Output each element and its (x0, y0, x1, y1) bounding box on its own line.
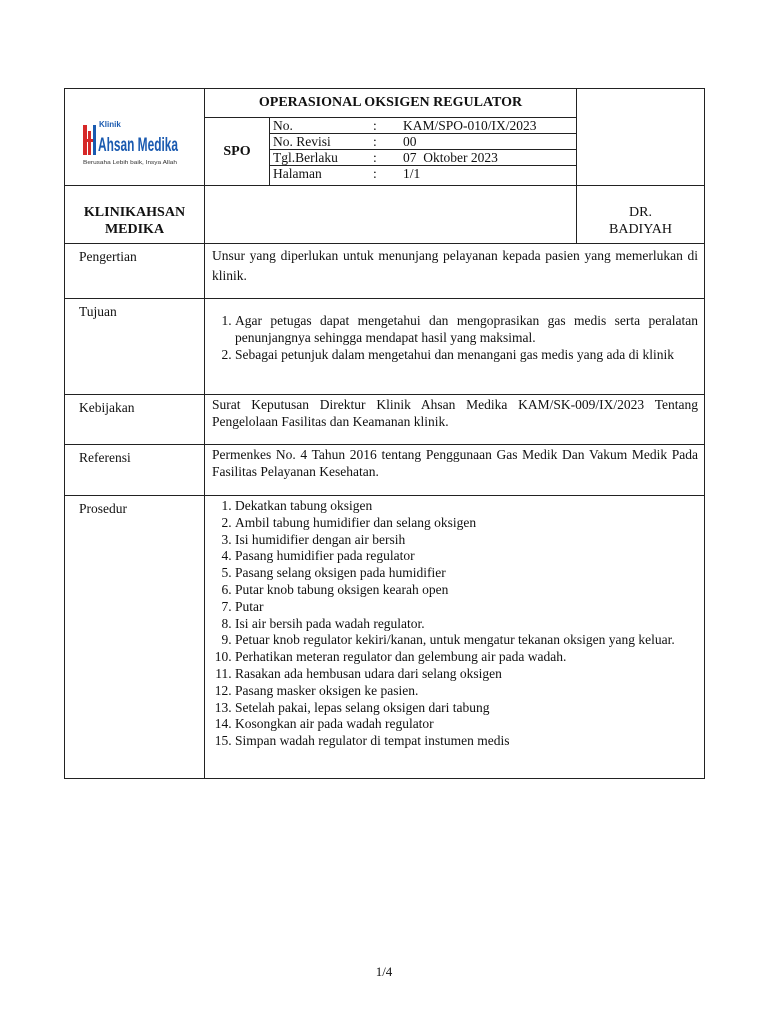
org-name (65, 186, 205, 244)
logo-small-text: Klinik (99, 120, 121, 129)
section-content-tujuan (205, 299, 705, 395)
section-label-pengertian: Pengertian (65, 244, 205, 299)
prosedur-list (212, 498, 698, 750)
list-item: 14. Kosongkan air pada wadah regulator (235, 716, 698, 733)
header-blank-cell (577, 89, 705, 186)
list-item: 2. Sebagai petunjuk dalam mengetahui dan menangani gas medis yang ada di klinik (235, 347, 698, 364)
list-item: 2. Ambil tabung humidifier dan selang oksigen (235, 515, 698, 532)
meta-sep: : (370, 118, 400, 134)
meta-table (270, 118, 576, 181)
list-item: 3. Isi humidifier dengan air bersih (235, 532, 698, 549)
meta-sep: : (370, 150, 400, 166)
list-item: 1. Dekatkan tabung oksigen (235, 498, 698, 515)
meta-value: KAM/SPO-010/IX/2023 (400, 118, 576, 134)
list-item: 8. Isi air bersih pada wadah regulator. (235, 616, 698, 633)
list-item: 12. Pasang masker oksigen ke pasien. (235, 683, 698, 700)
signer-name (577, 186, 705, 244)
meta-value: 00 (400, 134, 576, 150)
spo-table (64, 88, 705, 779)
list-item: 11. Rasakan ada hembusan udara dari selang oksigen (235, 666, 698, 683)
meta-label: No. Revisi (270, 134, 370, 150)
logo-tagline: Berusaha Lebih baik, Insya Allah (83, 160, 178, 166)
meta-sep: : (370, 166, 400, 182)
meta-row (270, 150, 576, 166)
meta-row (270, 118, 576, 134)
section-content-prosedur (205, 496, 705, 779)
list-item: 10. Perhatikan meteran regulator dan gelembung air pada wadah. (235, 649, 698, 666)
clinic-logo (81, 111, 181, 171)
section-label-tujuan: Tujuan (65, 299, 205, 395)
meta-row (270, 134, 576, 150)
signer-line2: BADIYAH (609, 222, 672, 237)
meta-row (270, 166, 576, 182)
meta-value: 07 Oktober 2023 (400, 150, 576, 166)
section-content-kebijakan: Surat Keputusan Direktur Klinik Ahsan Medika KAM/SK-009/IX/2023 Tentang Pengelolaan Fasilitas dan Keamanan klinik. (205, 395, 705, 445)
list-item: 15. Simpan wadah regulator di tempat instumen medis (235, 733, 698, 750)
list-item: 6. Putar knob tabung oksigen kearah open (235, 582, 698, 599)
document-title: OPERASIONAL OKSIGEN REGULATOR (205, 89, 577, 118)
list-item: 4. Pasang humidifier pada regulator (235, 548, 698, 565)
meta-cell (270, 118, 577, 186)
org-name-line1: KLINIKAHSAN (83, 205, 186, 220)
meta-label: Halaman (270, 166, 370, 182)
signer-line1: DR. (629, 205, 652, 220)
spo-label: SPO (205, 118, 270, 186)
meta-label: No. (270, 118, 370, 134)
section-label-kebijakan: Kebijakan (65, 395, 205, 445)
section-label-referensi: Referensi (65, 445, 205, 496)
section-content-pengertian: Unsur yang diperlukan untuk menunjang pelayanan kepada pasien yang memerlukan di klinik. (205, 244, 705, 299)
meta-sep: : (370, 134, 400, 150)
meta-value: 1/1 (400, 166, 576, 182)
section-content-referensi: Permenkes No. 4 Tahun 2016 tentang Penggunaan Gas Medik Dan Vakum Medik Pada Fasilitas Pelayanan Kesehatan. (205, 445, 705, 496)
tujuan-list (212, 313, 698, 363)
document-page (64, 88, 704, 779)
org-blank-cell (205, 186, 577, 244)
page-number: 1/4 (375, 964, 393, 979)
org-name-line2: MEDIKA (104, 222, 165, 237)
list-item: 9. Petuar knob regulator kekiri/kanan, untuk mengatur tekanan oksigen yang keluar. (235, 632, 698, 649)
list-item: 5. Pasang selang oksigen pada humidifier (235, 565, 698, 582)
list-item: 7. Putar (235, 599, 698, 616)
section-label-prosedur: Prosedur (65, 496, 205, 779)
list-item: 1. Agar petugas dapat mengetahui dan mengoprasikan gas medis serta peralatan penunjangnya sehingga mendapat hasil yang maksimal. (235, 313, 698, 347)
list-item: 13. Setelah pakai, lepas selang oksigen dari tabung (235, 700, 698, 717)
logo-cell (65, 89, 205, 186)
logo-big-text: Ahsan Medika (98, 135, 179, 156)
meta-label: Tgl.Berlaku (270, 150, 370, 166)
